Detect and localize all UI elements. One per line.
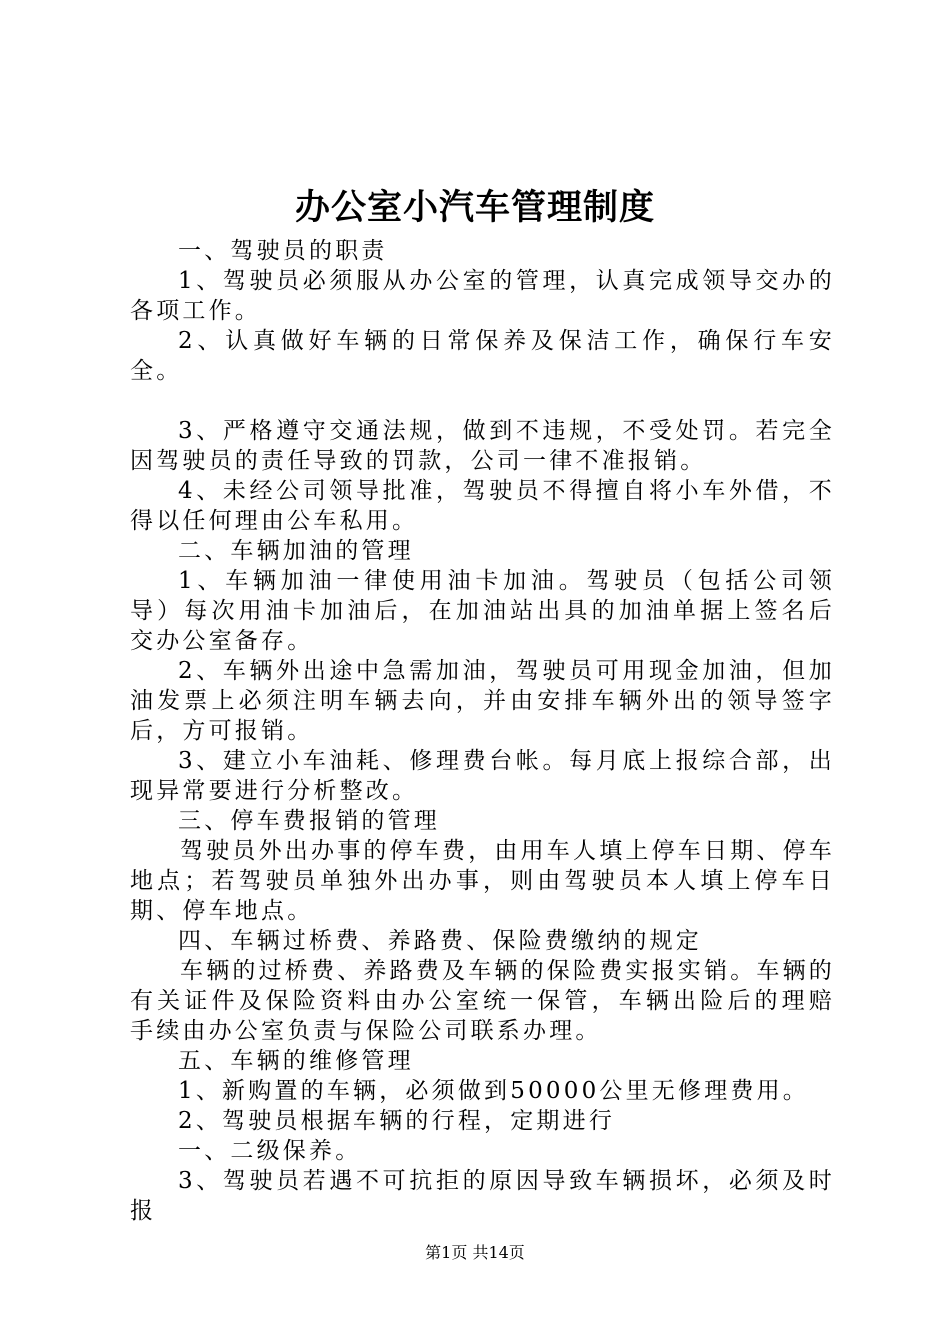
- paragraph: 2、认真做好车辆的日常保养及保洁工作，确保行车安全。: [130, 328, 835, 384]
- paragraph: 一、二级保养。: [178, 1138, 362, 1164]
- section-heading: 四、车辆过桥费、养路费、保险费缴纳的规定: [178, 928, 702, 954]
- section-heading: 五、车辆的维修管理: [178, 1048, 414, 1074]
- section-heading: 二、车辆加油的管理: [178, 538, 414, 564]
- page-footer: 第1页 共14页: [425, 1243, 525, 1262]
- paragraph: 3、驾驶员若遇不可抗拒的原因导致车辆损坏，必须及时报: [130, 1168, 835, 1224]
- paragraph: 1、车辆加油一律使用油卡加油。驾驶员（包括公司领导）每次用油卡加油后，在加油站出具的加油单据上签名后交办公室备存。: [130, 568, 835, 654]
- paragraph: 3、严格遵守交通法规，做到不违规，不受处罚。若完全因驾驶员的责任导致的罚款，公司一律不准报销。: [130, 418, 835, 474]
- paragraph: 4、未经公司领导批准，驾驶员不得擅自将小车外借，不得以任何理由公车私用。: [130, 478, 835, 534]
- paragraph: 车辆的过桥费、养路费及车辆的保险费实报实销。车辆的有关证件及保险资料由办公室统一保管，车辆出险后的理赔手续由办公室负责与保险公司联系办理。: [130, 958, 835, 1044]
- paragraph: 驾驶员外出办事的停车费，由用车人填上停车日期、停车地点；若驾驶员单独外出办事，则由驾驶员本人填上停车日期、停车地点。: [130, 838, 835, 924]
- paragraph: 3、建立小车油耗、修理费台帐。每月底上报综合部，出现异常要进行分析整改。: [130, 748, 835, 804]
- section-heading: 一、驾驶员的职责: [178, 238, 388, 264]
- paragraph: 2、驾驶员根据车辆的行程，定期进行: [178, 1108, 616, 1134]
- paragraph: 1、驾驶员必须服从办公室的管理，认真完成领导交办的各项工作。: [130, 268, 835, 324]
- paragraph: 2、车辆外出途中急需加油，驾驶员可用现金加油，但加油发票上必须注明车辆去向，并由安排车辆外出的领导签字后，方可报销。: [130, 658, 835, 744]
- document-title: 办公室小汽车管理制度: [294, 188, 655, 228]
- document-body: [130, 236, 835, 1226]
- section-heading: 三、停车费报销的管理: [178, 808, 440, 834]
- paragraph: 1、新购置的车辆，必须做到50000公里无修理费用。: [178, 1078, 809, 1104]
